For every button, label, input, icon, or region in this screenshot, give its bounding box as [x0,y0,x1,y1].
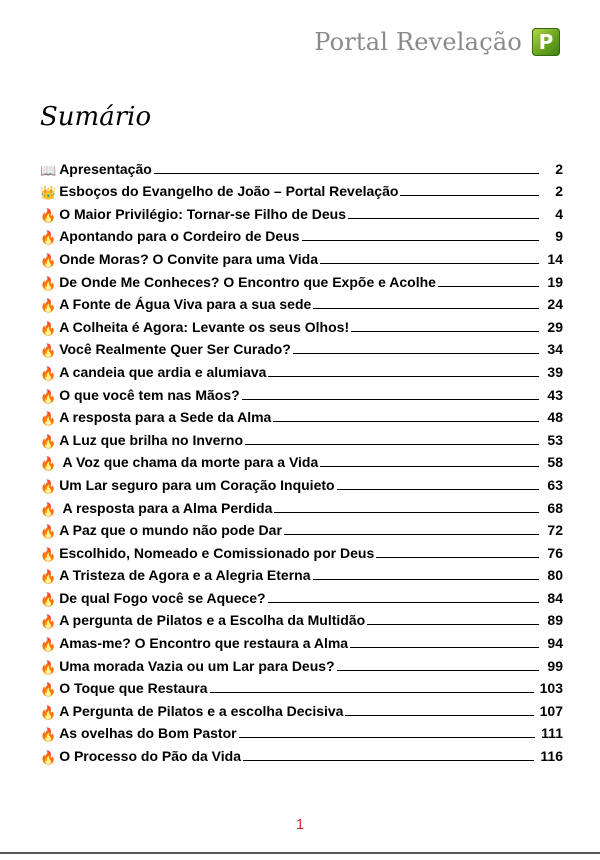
fire-icon: 🔥 [40,207,57,223]
toc-entry[interactable] [40,335,563,358]
toc-entry-title: De Onde Me Conheces? O Encontro que Expõe e Acolhe [59,273,436,290]
toc-entry[interactable] [40,154,563,177]
toc-entry[interactable] [40,290,563,313]
fire-icon: 🔥 [40,591,57,607]
toc-entry[interactable] [40,403,563,426]
fire-icon: 🔥 [40,275,57,291]
brand-name: Portal Revelação [314,28,522,56]
toc-leader-line [302,240,539,241]
toc-leader-line [242,399,539,400]
toc-entry-title: A candeia que ardia e alumiava [59,363,267,380]
toc-page-number: 107 [539,702,563,719]
toc-entry-title: O Processo do Pão da Vida [59,748,241,765]
toc-entry-title: A Luz que brilha no Inverno [59,431,244,448]
toc-page-number: 58 [547,454,563,471]
toc-page-number: 24 [547,296,563,313]
fire-icon: 🔥 [40,659,57,675]
toc-entry[interactable] [40,538,563,561]
toc-entry[interactable] [40,470,563,493]
toc-page-number: 19 [547,273,563,290]
fire-icon: 🔥 [40,682,57,698]
fire-icon: 🔥 [40,388,57,404]
toc-entry-title: A Voz que chama da morte para a Vida [59,454,319,471]
fire-icon: 🔥 [40,298,57,314]
toc-page-number: 9 [555,228,563,245]
toc-page-number: 72 [547,522,563,539]
toc-entry[interactable] [40,651,563,674]
toc-page-number: 2 [555,160,563,177]
toc-leader-line [337,489,539,490]
toc-entry-title: Amas-me? O Encontro que restaura a Alma [59,635,349,652]
toc-entry[interactable] [40,312,563,335]
toc-entry[interactable] [40,244,563,267]
toc-leader-line [400,195,539,196]
toc-leader-line [268,376,539,377]
toc-entry[interactable] [40,741,563,764]
toc-entry-title: A resposta para a Alma Perdida [59,499,273,516]
fire-icon: 🔥 [40,727,57,743]
toc-entry-title: Onde Moras? O Convite para uma Vida [59,250,318,267]
toc-entry[interactable] [40,516,563,539]
toc-entry[interactable] [40,267,563,290]
toc-page-number: 4 [555,205,563,222]
fire-icon: 🔥 [40,365,57,381]
toc-leader-line [274,512,539,513]
toc-page-number: 116 [540,748,563,765]
fire-icon: 🔥 [40,614,57,630]
toc-entry[interactable] [40,674,563,697]
toc-page-number: 48 [547,409,563,426]
fire-icon: 🔥 [40,501,57,517]
toc-leader-line [154,173,539,174]
toc-page-number: 53 [547,431,563,448]
toc-leader-line [438,286,539,287]
fire-icon: 🔥 [40,750,57,766]
toc-page-number: 80 [547,567,563,584]
fire-icon: 🔥 [40,524,57,540]
toc-page-number: 29 [547,318,563,335]
toc-entry[interactable] [40,448,563,471]
toc-leader-line [239,737,536,738]
toc-page-number: 76 [547,544,563,561]
fire-icon: 🔥 [40,569,57,585]
toc-leader-line [367,624,539,625]
fire-icon: 🔥 [40,704,57,720]
toc-entry[interactable] [40,606,563,629]
portal-logo-icon: P [532,28,560,56]
toc-page-number: 34 [547,341,563,358]
fire-icon: 🔥 [40,433,57,449]
toc-entry[interactable] [40,425,563,448]
toc-entry[interactable] [40,380,563,403]
toc-leader-line [284,534,539,535]
toc-leader-line [320,466,539,467]
header [314,28,560,56]
toc-leader-line [348,218,539,219]
fire-icon: 🔥 [40,343,57,359]
toc-entry-title: Esboços do Evangelho de João – Portal Revelação [59,183,399,200]
toc-entry-title: A Colheita é Agora: Levante os seus Olhos! [59,318,350,335]
toc-entry[interactable] [40,357,563,380]
fire-icon: 🔥 [40,252,57,268]
toc-page-number: 68 [547,499,563,516]
toc-page-number: 63 [547,476,563,493]
fire-icon: 🔥 [40,546,57,562]
toc-leader-line [243,760,534,761]
book-icon: 📖 [40,162,57,178]
toc-page-number: 111 [541,725,563,742]
bottom-divider [0,852,600,854]
toc-entry-title: O que você tem nas Mãos? [59,386,240,403]
toc-entry[interactable] [40,177,563,200]
toc-leader-line [268,602,539,603]
toc-entry-title: A Fonte de Água Viva para a sua sede [59,296,312,313]
toc-entry[interactable] [40,583,563,606]
toc-entry-title: A pergunta de Pilatos e a Escolha da Multidão [59,612,366,629]
toc-leader-line [293,353,539,354]
toc-leader-line [210,692,534,693]
page-title: Sumário [40,102,152,132]
toc-page-number: 39 [547,363,563,380]
toc-page-number: 43 [547,386,563,403]
toc-entry[interactable] [40,628,563,651]
toc-entry[interactable] [40,696,563,719]
toc-leader-line [245,444,539,445]
toc-entry-title: A Paz que o mundo não pode Dar [59,522,282,539]
crown-icon: 👑 [40,185,57,201]
toc-page-number: 14 [547,250,563,267]
toc-leader-line [376,557,539,558]
toc-leader-line [337,670,539,671]
toc-entry-title: O Toque que Restaura [59,680,208,697]
toc-entry[interactable] [40,561,563,584]
toc-leader-line [345,715,533,716]
toc-entry-title: De qual Fogo você se Aquece? [59,589,266,606]
toc-leader-line [320,263,539,264]
toc-entry-title: Uma morada Vazia ou um Lar para Deus? [59,657,335,674]
toc-entry-title: A resposta para a Sede da Alma [59,409,272,426]
fire-icon: 🔥 [40,411,57,427]
toc-page-number: 94 [547,635,563,652]
toc-leader-line [351,331,539,332]
table-of-contents [40,154,563,764]
toc-entry-title: A Pergunta de Pilatos e a escolha Decisiva [59,702,344,719]
toc-page-number: 89 [547,612,563,629]
toc-leader-line [350,647,539,648]
toc-leader-line [313,308,539,309]
toc-entry[interactable] [40,719,563,742]
toc-entry-title: A Tristeza de Agora e a Alegria Eterna [59,567,311,584]
fire-icon: 🔥 [40,320,57,336]
toc-entry-title: Escolhido, Nomeado e Comissionado por Deus [59,544,375,561]
toc-entry-title: As ovelhas do Bom Pastor [59,725,237,742]
toc-leader-line [273,421,539,422]
page-number: 1 [295,816,305,833]
fire-icon: 🔥 [40,456,57,472]
toc-page-number: 103 [539,680,563,697]
toc-entry[interactable] [40,493,563,516]
toc-entry-title: Apontando para o Cordeiro de Deus [59,228,300,245]
toc-entry-title: Um Lar seguro para um Coração Inquieto [59,476,335,493]
toc-page-number: 99 [547,657,563,674]
toc-entry[interactable] [40,222,563,245]
toc-entry[interactable] [40,199,563,222]
toc-entry-title: Você Realmente Quer Ser Curado? [59,341,291,358]
toc-page-number: 84 [547,589,563,606]
fire-icon: 🔥 [40,637,57,653]
fire-icon: 🔥 [40,478,57,494]
toc-page-number: 2 [555,183,563,200]
toc-entry-title: Apresentação [59,160,152,177]
fire-icon: 🔥 [40,230,57,246]
toc-leader-line [313,579,540,580]
toc-entry-title: O Maior Privilégio: Tornar-se Filho de Deus [59,205,346,222]
